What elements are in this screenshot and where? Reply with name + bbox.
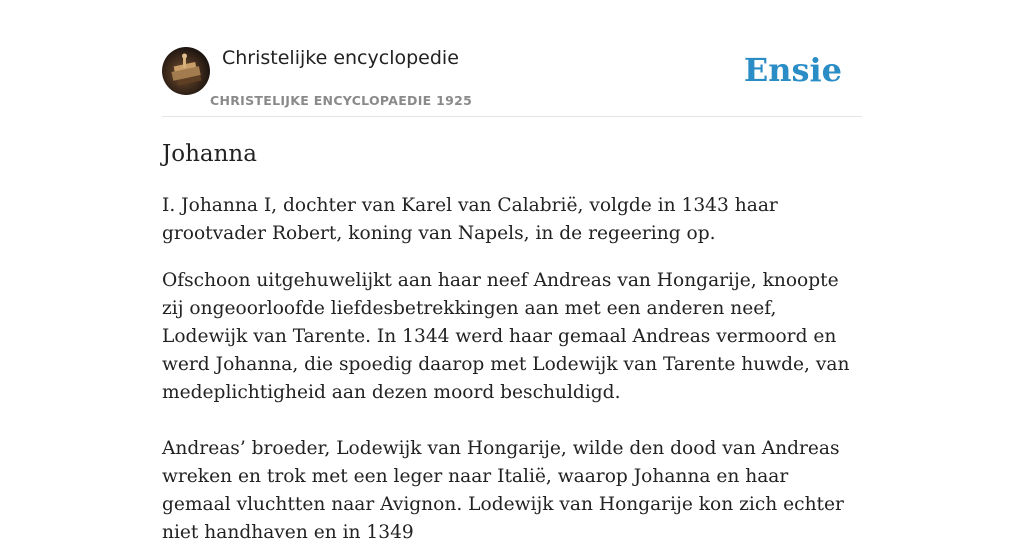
article-paragraph: I. Johanna I, dochter van Karel van Calabrië, volgde in 1343 haar grootvader Robert, koning van Napels, in de regeering op. xyxy=(162,195,778,244)
book-press-icon xyxy=(162,47,210,95)
article xyxy=(162,138,862,547)
brand-logo[interactable]: Ensie xyxy=(743,51,842,89)
site-name[interactable]: Christelijke encyclopedie xyxy=(222,47,459,69)
source-name[interactable]: CHRISTELIJKE ENCYCLOPAEDIE 1925 xyxy=(210,93,473,108)
site-header xyxy=(162,46,862,117)
article-paragraph: Ofschoon uitgehuwelijkt aan haar neef Andreas van Hongarije, knoopte zij ongeoorloofde liefdesbetrekkingen aan met een anderen neef, Lodewijk van Tarente. In 1344 werd haar gemaal Andreas vermoord en werd Johanna, die spoedig daarop met Lodewijk van Tarente huwde, van medeplichtigheid aan dezen moord beschuldigd. xyxy=(162,270,850,403)
article-paragraph: Andreas’ broeder, Lodewijk van Hongarije, wilde den dood van Andreas wreken en trok met een leger naar Italië, waarop Johanna en haar gemaal vluchtten naar Avignon. Lodewijk van Hongarije kon zich echter niet handhaven en in 1349 xyxy=(162,438,844,543)
avatar[interactable] xyxy=(162,47,210,95)
article-title: Johanna xyxy=(162,141,257,167)
